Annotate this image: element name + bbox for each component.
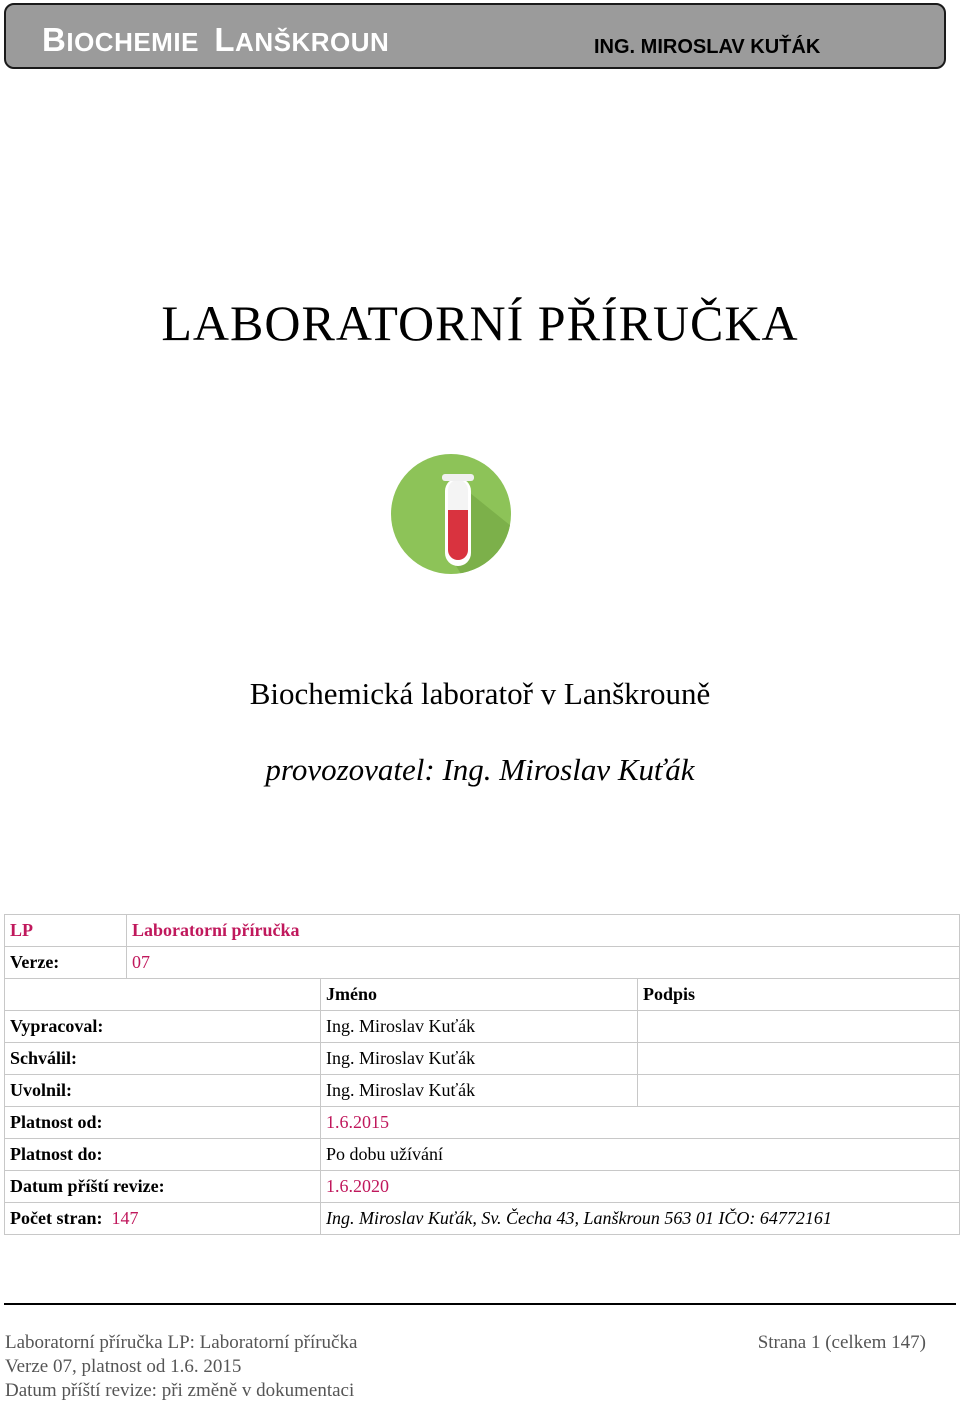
brand-initial-l: L xyxy=(214,21,236,58)
test-tube-icon xyxy=(391,454,511,574)
page-number: Strana 1 (celkem 147) xyxy=(757,1332,926,1353)
platnost-od-label: Platnost od: xyxy=(5,1107,321,1139)
vypracoval-label: Vypracoval: xyxy=(5,1011,321,1043)
table-row xyxy=(5,1043,960,1075)
brand-initial-b: B xyxy=(42,21,67,58)
info-table xyxy=(4,914,960,1235)
table-row xyxy=(5,1011,960,1043)
uvolnil-signature xyxy=(638,1075,960,1107)
empty-cell xyxy=(5,979,321,1011)
schvalil-signature xyxy=(638,1043,960,1075)
table-row xyxy=(5,1171,960,1203)
lp-value: Laboratorní příručka xyxy=(127,915,960,947)
podpis-header: Podpis xyxy=(638,979,960,1011)
footer-divider xyxy=(4,1303,956,1305)
pocet-label: Počet stran: xyxy=(10,1208,103,1228)
uvolnil-label: Uvolnil: xyxy=(5,1075,321,1107)
revize-value: 1.6.2020 xyxy=(321,1171,960,1203)
schvalil-name: Ing. Miroslav Kuťák xyxy=(321,1043,638,1075)
footer-line-3: Datum příští revize: při změně v dokumentaci xyxy=(5,1380,355,1401)
table-row xyxy=(5,1107,960,1139)
pocet-value: 147 xyxy=(111,1208,139,1228)
table-row xyxy=(5,1139,960,1171)
brand-word-2: ANŠKROUN xyxy=(235,27,390,57)
schvalil-label: Schválil: xyxy=(5,1043,321,1075)
pocet-stran-cell xyxy=(5,1203,321,1235)
vypracoval-name: Ing. Miroslav Kuťák xyxy=(321,1011,638,1043)
uvolnil-name: Ing. Miroslav Kuťák xyxy=(321,1075,638,1107)
platnost-od-value: 1.6.2015 xyxy=(321,1107,960,1139)
header-bar xyxy=(4,3,946,69)
brand-name xyxy=(42,21,389,59)
jmeno-header: Jméno xyxy=(321,979,638,1011)
table-row xyxy=(5,1075,960,1107)
table-row xyxy=(5,915,960,947)
lab-name: Biochemická laboratoř v Lanškrouně xyxy=(249,676,711,711)
vypracoval-signature xyxy=(638,1011,960,1043)
brand-word-1: IOCHEMIE xyxy=(66,27,199,57)
page-title: LABORATORNÍ PŘÍRUČKA xyxy=(161,295,799,351)
revize-label: Datum příští revize: xyxy=(5,1171,321,1203)
lp-label: LP xyxy=(5,915,127,947)
platnost-do-value: Po dobu užívání xyxy=(321,1139,960,1171)
address: Ing. Miroslav Kuťák, Sv. Čecha 43, Lanškroun 563 01 IČO: 64772161 xyxy=(321,1203,960,1235)
header-owner: ING. MIROSLAV KUŤÁK xyxy=(594,36,821,58)
verze-value: 07 xyxy=(127,947,960,979)
footer-line-2: Verze 07, platnost od 1.6. 2015 xyxy=(5,1356,242,1377)
operator: provozovatel: Ing. Miroslav Kuťák xyxy=(265,752,695,787)
table-row xyxy=(5,979,960,1011)
verze-label: Verze: xyxy=(5,947,127,979)
platnost-do-label: Platnost do: xyxy=(5,1139,321,1171)
table-row xyxy=(5,1203,960,1235)
table-row xyxy=(5,947,960,979)
footer-line-1: Laboratorní příručka LP: Laboratorní příručka xyxy=(5,1332,358,1353)
